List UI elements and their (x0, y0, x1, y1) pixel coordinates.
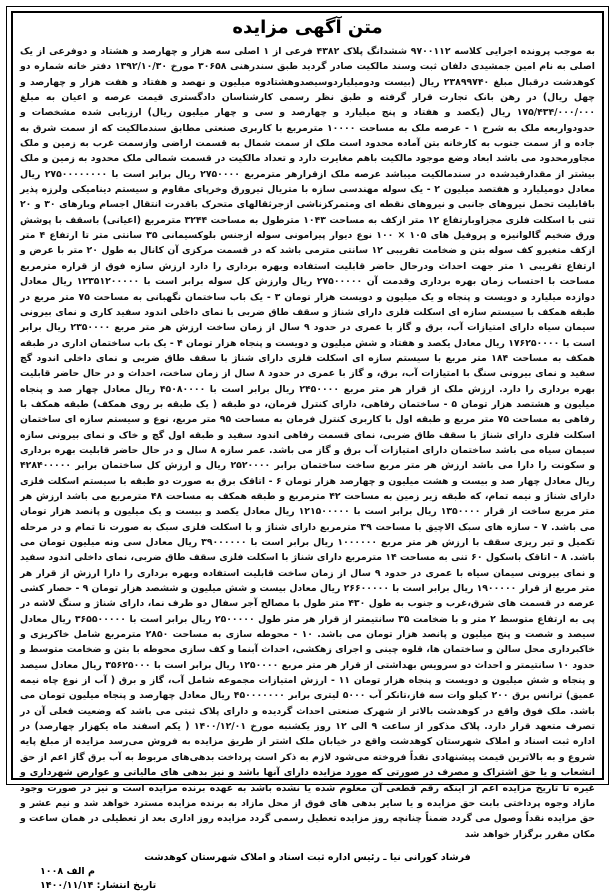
notice-body: به موجب پرونده اجرایی کلاسه ۹۷۰۰۱۱۲ ششدانگ پلاک ۴۳۸۲ فرعی از ۱ اصلی سه هزار و چهارصد و هشتاد و دوفرعی از یک اصلی به نام امین جمشیدی دلفان ثبت وسند مالکیت صادر گردید طبق سندرهنی ۳۰۶۵۸ مورخ ۱۳۹۲/۱۰/۳۰ دفتر خانه شماره دو کوهدشت درقبال مبلغ ۲۳۸۹۹۷۴۰ ریال (بیست ودومیلیاردوسیصدوهشتادوه میلیون و نهصد و هفتاد و هفت هزار و چهارصد و چهل ریال) در رهن بانک تجارت قرار گرفته و طبق نظر رسمی کارشناسان دادگستری قیمت عرصه و اعیان به مبلغ ۱۷۵/۴۳۴/۰۰۰/۰۰۰ ریال (یکصد و هفتاد و پنج میلیارد و چهارصد و سی و چهار میلیون ریال) ارزیابی شده مشخصات و حدودواربعه ملک به شرح ۱ - عرصه ملک به مساحت ۱۰۰۰۰ مترمربع با کاربری صنعتی مطابق سندمالکیت که از سمت شرق به جاده و از سمت جنوب به کارخانه بتن آماده محدود است ملک از سمت شمال به قسمت اراضی وازسمت غرب به زمین و ملک مجاورمحدود می باشد ابعاد وضع موجود مالکیت باهم مغایرت دارد و تعداد مالکیت در قسمت شمالی ملک محدود به زمین و ملک بیشتر از مقدارقیدشده در سندمالکیت میباشد عرصه ملک ازقرارهر مترمربع ۲۷۵۰۰۰۰ ریال برابر است با ۲۷۵۰۰۰۰۰۰۰۰ ریال معادل دومیلیارد و هفتصد میلیون ۲ - یک سوله مهندسی سازه با متریال تیرورق وخرپای مقاوم و سیستم دینامیکی ولرزه پذیر باقابلیت تحمل نیروهای جانبی و نیروهای نقطه ای ومتمرکزناشی ازجرثقالهای متحرک باقدرت انتقال اجسام وبارهای ۳۰ و ۲۰ تنی با اسکلت فلزی مجزاوبارتفاع ۱۲ متر ازکف به مساحت ۱۰۴۳ مترطول به مساحت ۳۲۴۴ مترمربع (اعیانی) باسقف با پوشش ورق ضخیم گالوانیزه و پروفیل های ۱۰۵ × ۱۰۰ نوع دیوار پیرامونی سوله ازجنس بلوکسیمانی ۳۵ سانتی متر تا ارتفاع ۴ متر ازکف متغیرو کف سوله بتن و ضخامت تقریبی ۱۲ سانتی مترمی باشد که در قسمت مرکزی آن کانال به طول ۲۰ متر با عرض و ارتفاع تقریبی ۱ متر جهت احداث ودرحال حاضر قابلیت استفاده وبهره برداری را دارد ارزش سازه فوق از قراره مترمربع مساحت با احتساب زمان بهره برداری وقدمت آن ۲۷۵۰۰۰۰۰ ریال وارزش کل سوله برابر است با ۱۲۳۵۱۲۰۰۰۰۰ ریال معادل دوازده میلیارد و دویست و پنجاه و یک میلیون و دویست هزار تومان ۳ - یک باب ساختمان نگهبانی به مساحت ۷۵ متر مربع در طبقه همکف با سیستم سازه ای اسکلت فلزی دارای شناژ و سقف طاق ضربی با نمای داخلی اندود سفید کاری و نمای بیرونی سیمان سیاه دارای امتیازات آب، برق و گاز با عمری در حدود ۹ سال از زمان ساخت ارزش هر متر مربع ۲۳۵۰۰۰۰ ریال برابر است با ۱۷۶۲۵۰۰۰۰ ریال معادل یکصد و هفتاد و شش میلیون و دویست و پنجاه هزار تومان ۴ - یک باب ساختمان اداری در طبقه همکف به مساحت ۱۸۴ متر مربع با سیستم سازه ای اسکلت فلزی دارای شناژ با سقف طاق ضربی و نمای داخلی اندود گچ سفید و نمای بیرونی سنگ با امتیازات آب، برق، و گاز با عمری در حدود ۸ سال از زمان ساخت، احداث و در حال حاضر قابلیت بهره برداری را دارد. ارزش ملک از قرار هر متر مربع ۲۴۵۰۰۰۰ ریال برابر است با ۴۵۰۸۰۰۰۰ ریال معادل چهار صد و پنجاه میلیون و هشتصد هزار تومان ۵ - ساختمان رفاهی، دارای کنترل فرمان، دو طبقه ( یک طبقه بر روی همکف) طبقه همکف با رفاهی به مساحت ۷۵ متر مربع و طبقه اول با کاربری کنترل فرمان به مساحت ۹۵ متر مربع، نوع و سیستم سازه ای ساختمان اسکلت فلزی دارای شناژ با سقف طاق ضربی، نمای قسمت رفاهی اندود سفید و طبقه اول گچ و خاک و نمای بیرونی سازه سیمان سیاه می باشد ساختمان دارای امتیازات آب برق و گاز می باشد. عمر سازه ۸ سال و در حال حاضر قابلیت بهره برداری و سکونت را دارا می باشد ارزش هر متر مربع ساخت ساختمان برابر ۲۵۲۰۰۰۰ ریال و ارزش کل ساختمان برابر ۴۲۸۴۰۰۰۰۰ ریال معادل چهار صد و بیست و هشت میلیون و چهارصد هزار تومان ۶ - اتاقک برق به صورت دو طبقه با سیستم اسکلت فلزی دارای شناژ و نیمه تمام، که طبقه زیر زمین به مساحت ۴۲ مترمربع و طبقه همکف به مساحت ۴۸ مترمربع می باشد ارزش هر متر مربع ساخت از قرار ۱۳۵۰۰۰۰ ریال برابر است با ۱۲۱۵۰۰۰۰۰ ریال معادل یکصد و بیست و یک میلیون و پانصد هزار تومان می باشد. ۷ - سازه های سبک الاچیق با مساحت ۳۹ مترمربع دارای شناژ و با اسکلت فلزی سبک به صورت نا تمام و در مرحله تکمیل و تیر ریزی سقف با ارزش هر متر مربع ۱۰۰۰۰۰۰ ریال برابر است با ۳۹۰۰۰۰۰۰ ریال معادل سی ونه میلیون تومان می باشد. ۸ - اتاقک باسکول ۶۰ تنی به مساحت ۱۴ مترمربع دارای شناژ با اسکلت فلزی سقف طاق ضربی، نمای داخلی اندود سفید و نمای بیرونی سیمان سیاه با عمری در حدود ۹ سال از زمان ساخت قابلیت استفاده وبهره برداری را دارا ارزش از قرار هر متر مربع از قرار ۱۹۰۰۰۰۰ ریال برابر است با ۲۶۶۰۰۰۰۰ ریال معادل بیست و شش میلیون و ششصد هزار تومان ۹ - حصار کشی عرصه در قسمت های شرق،غرب و جنوب به طول ۴۳۰ متر طول با مصالح آجر سفال دو طرف نما، دارای شناژ و سنگ لاشه در پی به ارتفاع متوسط ۲ متر و با ضخامت ۳۵ سانتیمتر از قرار هر متر طول ۲۵۰۰۰۰۰ ریال برابر است با ۳۶۵۵۰۰۰۰۰ ریال معادل سیصد و شصت و پنج میلیون و پانصد هزار تومان می باشد. ۱۰ - محوطه سازی به مساحت ۲۸۵۰ مترمربع شامل خاکریزی و خاکبرداری محل سالن و ساختمان ها، قلوه چینی و اجرای زهکشی، احداث آبنما و کف سازی محوطه با بتن و ضخامت متوسط و حدود ۱۰ سانتیمتر و احداث دو سرویس بهداشتی از قرار هر متر مربع ۱۲۵۰۰۰۰ ریال برابر است با ۳۵۶۲۵۰۰۰ ریال معادل سیصد و پنجاه و شش میلیون و دویست و پنجاه هزار تومان ۱۱ - ارزش امتیازات مجموعه شامل آب، گاز و برق ( آب از نوع چاه نیمه عمیق) ترانس برق ۲۰۰ کیلو وات سه فاز،تانکر آب ۵۰۰۰ لیتری برابر ۴۵۰۰۰۰۰۰۰ ریال معادل چهارصد و پنجاه میلیون تومان می باشد. ملک فوق واقع در کوهدشت بالاتر از شهرک صنعتی احداث گردیده و دارای پلاک ثبتی می باشد که وضعیت فعلی آن در تصرف متعهد قرار دارد. پلاک مذکور از ساعت ۹ الی ۱۲ روز یکشنبه مورخ ۱۴۰۰/۱۲/۰۱ ( یکم اسفند ماه یکهزار چهارصد) در اداره ثبت اسناد و املاک شهرستان کوهدشت واقع در خیابان ملک اشتر از طریق مزایده به فروش می‌رسد مزایده از مبلغ پایه شروع و به بالاترین قیمت پیشنهادی نقداً فروخته می‌شود لازم به ذکر است پرداخت بدهی‌های مربوط به آب برق گاز اعم از حق انشعاب و یا حق اشتراک و مصرف در صورتی که مورد مزایده دارای آنها باشد و نیز بدهی های مالیاتی و عوارض شهرداری و غیره تا تاریخ مزایده اعم از اینکه رقم قطعی آن معلوم شده یا نشده باشد به عهده برنده مزایده است و نیز در صورت وجود مازاد وجوه پرداختی بابت حق مزایده و یا سایر بدهی های فوق از محل مازاد به برنده مزایده مسترد خواهد شد و نیم عشر و حق مزایده نقداً وصول می گردد ضمناً چنانچه روز مزایده تعطیل رسمی گردد مزایده روز اداری بعد از تعطیلی در همان ساعت و مکان مقرر برگزار خواهد شد (20, 46, 596, 840)
publish-date: تاریخ انتشار: ۱۴۰۰/۱۱/۱۴ (40, 879, 157, 891)
signature-line: فرشاد کورانی نیا ـ رئیس اداره ثبت اسناد و املاک شهرستان کوهدشت (144, 851, 471, 863)
notice-outer-frame (6, 6, 609, 891)
notice-footer (20, 851, 595, 893)
notice-meta (20, 865, 595, 893)
reference-number: م الف ۱۰۰۸ (40, 865, 95, 877)
notice-inner-frame (11, 11, 604, 891)
notice-title: متن آگهی مزایده (232, 17, 383, 38)
